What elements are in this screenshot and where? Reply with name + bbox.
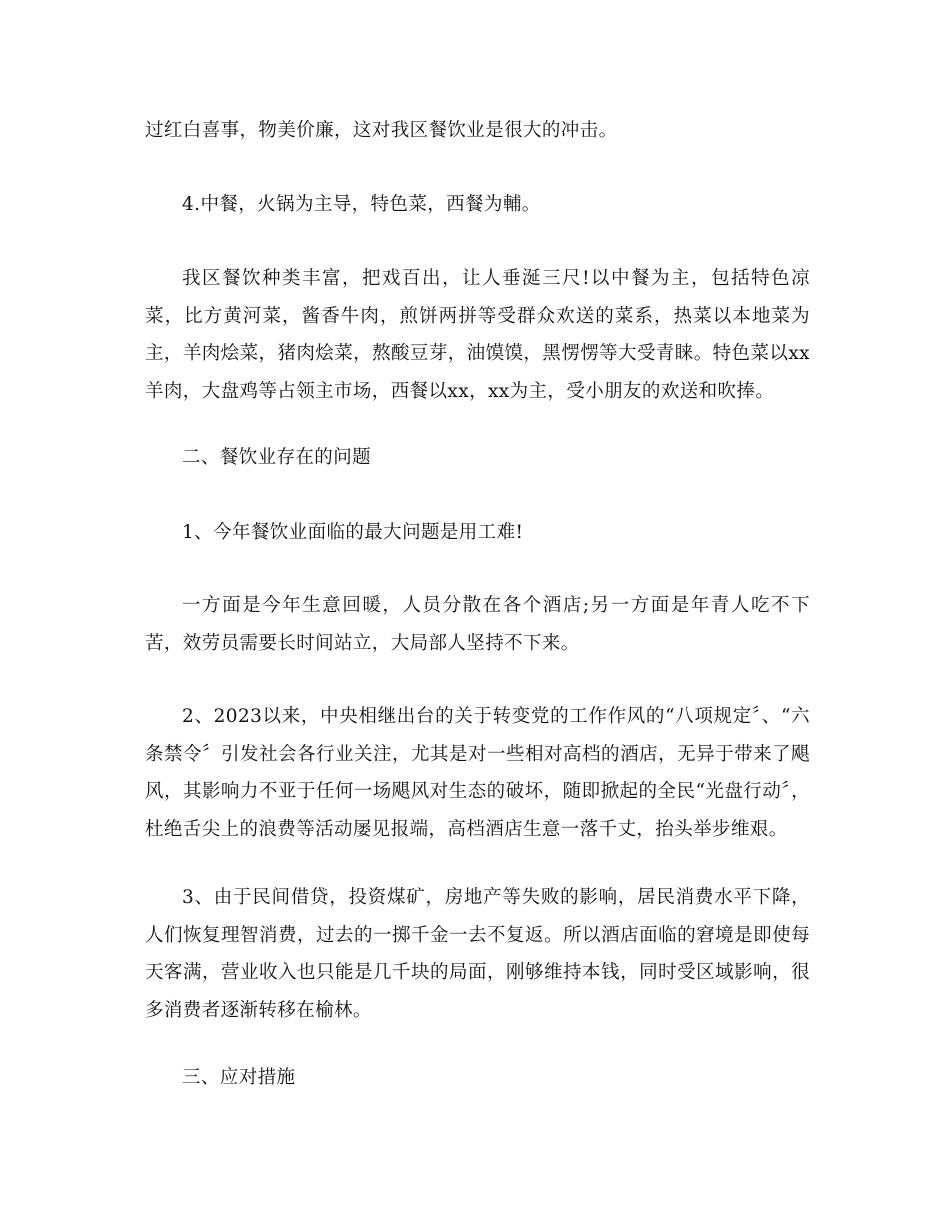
paragraph-item-4-heading: 4.中餐，火锅为主导，特色菜，西餐为輔。 <box>182 194 541 215</box>
paragraph-cuisine-description: 我区餐饮种类丰富，把戏百出，让人垂涎三尺!以中餐为主，包括特色凉菜，比方黄河菜，酱香牛肉，煎饼两拼等受群众欢送的菜系，热菜以本地菜为主，羊肉烩菜，猪肉烩菜，熬酸豆芽，油馍馍，黑愣愣等大受青睐。特色菜以xx羊肉，大盘鸡等占领主市场，西餐以xx，xx为主，受小朋友的欢送和吹捧。 <box>145 268 810 402</box>
paragraph-problem-1: 1、今年餐饮业面临的最大问题是用工难! <box>182 522 524 543</box>
paragraph-continuation: 过红白喜事，物美价廉，这对我区餐饮业是很大的冲击。 <box>145 120 618 141</box>
section-heading-measures: 三、应对措施 <box>182 1067 296 1088</box>
paragraph-problem-2: 2、2023以来，中央相继出台的关于转变党的工作作风的“八项规定〞、“六条禁令〞引发社会各行业关注，尤其是对一些相对高档的酒店，无异于带来了飓风，其影响力不亚于任何一场飓风对生态的破坏，随即掀起的全民“光盘行动〞，杜绝舌尖上的浪费等活动屡见报端，高档酒店生意一落千丈，抬头举步维艰。 <box>145 706 810 840</box>
paragraph-problem-3: 3、由于民间借贷，投资煤矿，房地产等失败的影响，居民消费水平下降，人们恢复理智消费，过去的一掷千金一去不复返。所以酒店面临的窘境是即使每天客满，营业收入也只能是几千块的局面，刚够维持本钱，同时受区域影响，很多消费者逐渐转移在榆林。 <box>145 887 810 1021</box>
section-heading-problems: 二、餐饮业存在的问题 <box>182 447 372 468</box>
paragraph-labor-shortage: 一方面是今年生意回暖，人员分散在各个酒店;另一方面是年青人吃不下苦，效劳员需要长时间站立，大局部人坚持不下来。 <box>145 595 810 654</box>
